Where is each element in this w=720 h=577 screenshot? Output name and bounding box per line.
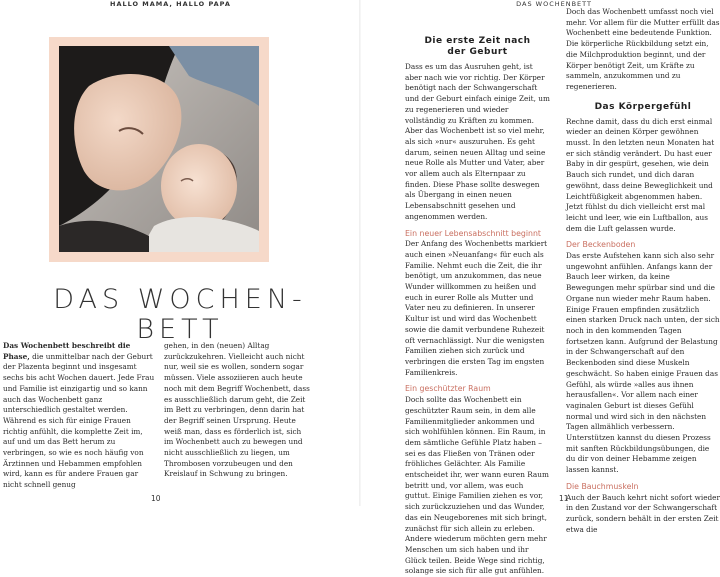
paragraph-koerper: Rechne damit, dass du dich erst einmal wieder an deinen Körper gewöhnen musst. In den letzten neun Monaten hat er sich ständig verändert. Du hast euer Baby in dir gespürt, gesehen, wie dein Bauch sich rundet, und dich daran gewöhnt, dass deine Beweglichkeit und Leichtfüßigkeit abgenommen haben. Jetzt fühlst du dich vielleicht erst mal leicht und leer, wie ein Luftballon, aus dem die Luft gelassen wurde. (566, 116, 715, 233)
subheading-lebensabschnitt: Ein neuer Lebensabschnitt beginnt (405, 228, 541, 238)
subheading-geschuetzter-raum: Ein geschützter Raum (405, 384, 491, 394)
section-title-erste-zeit (405, 36, 550, 58)
paragraph-bauchmuskeln: Auch der Bauch kehrt nicht sofort wieder in den Zustand vor der Schwangerschaft zurück, sondern behält in der ersten Zeit etwa die (566, 492, 720, 534)
paragraph-neuanfang: Der Anfang des Wochenbetts markiert auch einen »Neuanfang« für euch als Familie. Nehmt euch die Zeit, die ihr benötigt, um anzukommen, das neue Wunder willkommen zu heißen und euch in eurer Rolle als Mutter und Vater neu zu definieren. In unserer Kultur ist und wird das Wochenbett sowie die damit verbundene Ruhezeit oft vernachlässigt. Nur die wenigsten Familien ziehen sich zurück und verbringen die ersten Tag im engsten Familienkreis. (405, 239, 548, 377)
right-column-1 (405, 36, 550, 577)
section-title-erste-zeit-line-1: Die erste Zeit nach (424, 36, 531, 46)
intro-continuation: gehen, in den (neuen) Alltag zurückzukehren. Vielleicht auch nicht nur, weil sie es wollen, sondern sogar müssen. Viele assoziieren auch heute noch mit dem Begriff Wochenbett, dass es ausschließlich darum geht, die Zeit im Bett zu verbringen, denn darin hat der Begriff seinen Ursprung. Heute weiß man, dass es förderlich ist, sich im Wochenbett auch zu bewegen und nicht ausschließlich zu liegen, um Thrombosen vorzubeugen und den Kreislauf in Schwung zu bringen. (164, 341, 310, 479)
chapter-title-line-1: DAS WOCHEN- (53, 284, 307, 315)
chapter-title (30, 285, 330, 345)
mother-baby-photo (59, 46, 259, 252)
chapter-title-line-2: BETT (136, 314, 224, 345)
paragraph-ausruhen: Dass es um das Ausruhen geht, ist aber nach wie vor richtig. Der Körper benötigt nach der Schwangerschaft und der Geburt einfach einige Zeit, um zu regenerieren und wieder vollständig zu Kräften zu kommen. Aber das Wochenbett ist so viel mehr, als sich »nur« auszuruhen. Es geht darum, seinen neuen Alltag und seine neue Rolle als Mutter und Vater, aber vor allem auch als Elternpaar zu finden. Diese Phase sollte deswegen als Übergang in einen neuen Lebensabschnitt gesehen und angenommen werden. (405, 62, 550, 221)
running-head-left: HALLO MAMA, HALLO PAPA (110, 0, 231, 8)
intro-lead: Das Wochenbett beschreibt die Phase, (3, 341, 131, 361)
left-column-1 (3, 341, 155, 491)
paragraph-beckenboden: Das erste Aufstehen kann sich also sehr ungewohnt anfühlen. Anfangs kann der Bauch leer wirken, da keine Bewegungen mehr spürbar sind und die Organe nun wieder mehr Raum haben. Einige Frauen empfinden zusätzlich einen starken Druck nach unten, der sich noch in den kommenden Tagen fortsetzen kann. Aufgrund der Belastung in der Schwangerschaft auf den Beckenboden sind diese Muskeln geschwächt. So haben einige Frauen das Gefühl, als würde »alles aus ihnen herausfallen«. Vor allem nach einer vaginalen Geburt ist dieses Gefühl normal und wird sich in den nächsten Tagen allmählich verbessern. Unterstützen kannst du diesen Prozess mit sanften Rückbildungsübungen, die du dir von deiner Hebamme zeigen lassen kannst. (566, 251, 720, 475)
running-head-right: DAS WOCHENBETT (516, 0, 592, 8)
subheading-bauchmuskeln: Die Bauchmuskeln (566, 481, 639, 491)
left-column-2 (164, 341, 312, 480)
intro-paragraph (3, 341, 155, 491)
section-title-erste-zeit-line-2: der Geburt (447, 47, 508, 57)
paragraph-geschuetzter-raum: Doch sollte das Wochenbett ein geschützter Raum sein, in dem alle Familienmitglieder ankommen und sich wohlfühlen können. Ein Raum, in dem sämtliche Gefühle Platz haben – sei es das Fließen von Tränen oder fröhliches Gelächter. Als Familie entscheidet ihr, wer wann euren Raum betritt und, vor allem, was euch guttut. Einige Familien ziehen es vor, sich zurückzuziehen und das Wunder, das ein Neugeborenes mit sich bringt, zunächst für sich allein zu erleben. Andere wiederum möchten gern mehr Menschen um sich haben und ihr Glück teilen. Beide Wege sind richtig, solange sie sich für alle gut anfühlen. (405, 395, 549, 576)
intro-text: die unmittelbar nach der Geburt der Plazenta beginnt und insgesamt sechs bis acht Wochen dauert. Jede Frau und Familie ist einzigartig und so kann auch das Wochenbett ganz unterschiedlich gestaltet werden. Während es sich für einige Frauen richtig anfühlt, die komplette Zeit im, auf und um das Bett herum zu verbringen, so wie es noch häufig von Ärztinnen und Hebammen empfohlen wird, kann es für andere Frauen gar nicht schnell genug (3, 351, 155, 490)
page-number-right: 11 (559, 494, 569, 503)
subheading-beckenboden: Der Beckenboden (566, 240, 636, 250)
photo-frame (49, 37, 269, 262)
page-number-left: 10 (151, 494, 161, 503)
right-column-2 (566, 7, 720, 535)
page-gutter (359, 0, 361, 506)
mother-baby-illustration (59, 46, 259, 252)
section-title-koerpergefuehl: Das Körpergefühl (594, 101, 692, 112)
paragraph-funktion: Doch das Wochenbett umfasst noch viel mehr. Vor allem für die Mutter erfüllt das Wochenbett eine bedeutende Funktion. Die körperliche Rückbildung setzt ein, die Milchproduktion beginnt, und der Körper benötigt Zeit, um Kräfte zu sammeln, anzukommen und zu regenerieren. (566, 7, 720, 91)
